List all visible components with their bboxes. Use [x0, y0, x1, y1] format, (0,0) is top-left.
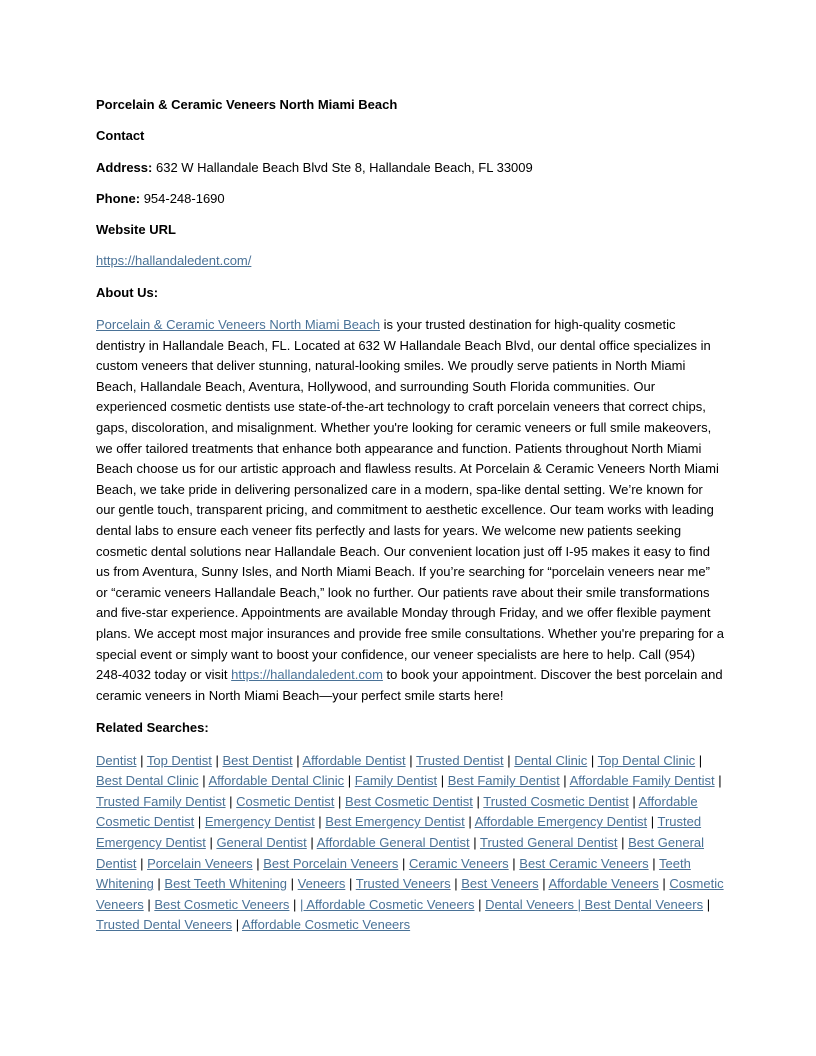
contact-heading: Contact	[96, 128, 145, 144]
related-search-separator: |	[398, 855, 409, 871]
related-search-separator: |	[136, 752, 147, 768]
related-search-separator: |	[205, 835, 217, 851]
related-search-separator: |	[153, 876, 165, 892]
related-search-link[interactable]: Trusted Emergency Dentist	[96, 814, 702, 851]
related-search-link[interactable]: Trusted Dental Veneers	[96, 917, 233, 933]
related-search-separator: |	[292, 752, 303, 768]
related-search-link[interactable]: Best Cosmetic Dentist	[345, 793, 473, 809]
related-search-link[interactable]: Top Dentist	[146, 752, 212, 768]
related-search-link[interactable]: General Dentist	[216, 835, 307, 851]
related-search-separator: |	[450, 876, 462, 892]
related-search-separator: |	[559, 773, 570, 789]
related-search-link[interactable]: Best Family Dentist	[447, 773, 560, 789]
related-search-separator: |	[508, 855, 520, 871]
related-search-link[interactable]: Trusted Cosmetic Dentist	[483, 793, 629, 809]
related-search-link[interactable]: Affordable Cosmetic Veneers	[241, 917, 411, 933]
related-search-separator: |	[703, 896, 711, 912]
related-search-separator: |	[345, 876, 356, 892]
related-search-separator: |	[647, 814, 658, 830]
related-search-link[interactable]: Teeth Whitening	[96, 855, 691, 892]
phone-label: Phone:	[96, 190, 141, 206]
related-search-link[interactable]: Best Teeth Whitening	[164, 876, 288, 892]
related-searches-list	[96, 751, 724, 936]
address-value: 632 W Hallandale Beach Blvd Ste 8, Hallandale Beach, FL 33009	[155, 159, 533, 175]
related-search-link[interactable]: Top Dental Clinic	[597, 752, 696, 768]
related-search-separator: |	[344, 773, 355, 789]
related-search-link[interactable]: Family Dentist	[354, 773, 438, 789]
related-search-link[interactable]: Affordable Family Dentist	[569, 773, 715, 789]
related-search-separator: |	[136, 855, 148, 871]
related-search-link[interactable]: Cosmetic Dentist	[236, 793, 335, 809]
about-heading: About Us:	[96, 284, 159, 300]
related-search-separator: |	[211, 752, 223, 768]
related-search-link[interactable]: Ceramic Veneers	[408, 855, 509, 871]
related-searches-heading: Related Searches:	[96, 720, 209, 736]
related-search-link[interactable]: Emergency Dentist	[204, 814, 315, 830]
related-search-separator: |	[287, 876, 298, 892]
related-search-link[interactable]: Trusted Veneers	[355, 876, 451, 892]
related-search-link[interactable]: Best Porcelain Veneers	[263, 855, 399, 871]
related-search-separator: |	[314, 814, 326, 830]
phone-value: 954-248-1690	[143, 190, 225, 206]
related-search-link[interactable]: Affordable Cosmetic Dentist	[96, 793, 698, 830]
related-search-separator: |	[617, 835, 629, 851]
related-search-link[interactable]: Dental Veneers | Best Dental Veneers	[485, 896, 704, 912]
related-search-link[interactable]: Affordable Dental Clinic	[208, 773, 345, 789]
related-search-link[interactable]: Affordable Emergency Dentist	[474, 814, 648, 830]
about-inline-url-link[interactable]: https://hallandaledent.com	[231, 667, 383, 683]
related-search-separator: |	[472, 793, 484, 809]
related-search-separator: |	[464, 814, 475, 830]
related-search-separator: |	[658, 876, 670, 892]
related-search-link[interactable]: Trusted General Dentist	[480, 835, 618, 851]
related-search-separator: |	[143, 896, 155, 912]
website-url-link[interactable]: https://hallandaledent.com/	[96, 253, 252, 269]
related-search-separator: |	[334, 793, 346, 809]
related-search-separator: |	[306, 835, 317, 851]
related-search-separator: |	[198, 773, 209, 789]
related-search-separator: |	[289, 896, 301, 912]
related-search-link[interactable]: Cosmetic Veneers	[96, 876, 724, 912]
related-search-link[interactable]: Trusted Dentist	[415, 752, 504, 768]
related-search-link[interactable]: Best Emergency Dentist	[325, 814, 465, 830]
about-business-link[interactable]: Porcelain & Ceramic Veneers North Miami Beach	[96, 317, 380, 333]
related-search-link[interactable]: Affordable Dentist	[302, 752, 406, 768]
related-search-link[interactable]: Best General Dentist	[96, 835, 705, 871]
related-search-separator: |	[648, 855, 659, 871]
related-search-separator: |	[225, 793, 237, 809]
related-search-separator: |	[469, 835, 480, 851]
related-search-link[interactable]: Best Veneers	[461, 876, 539, 892]
related-search-separator: |	[503, 752, 515, 768]
related-search-link[interactable]: Trusted Family Dentist	[96, 793, 226, 809]
related-search-link[interactable]: Porcelain Veneers	[147, 855, 253, 871]
about-text-1: is your trusted destination for high-quality cosmetic dentistry in Hallandale Beach, FL. Located at 632 W Hallandale Beach Blvd, our dental office specializes in custom veneers that deliver stunning, natural-looking smiles. We proudly serve patients in North Miami Beach, Hallandale Beach, Aventura, Hollywood, and surrounding South Florida communities. Our experienced cosmetic dentists use state-of-the-art technology to craft porcelain veneers that correct chips, gaps, discoloration, and misalignment. Whether you're looking for ceramic veneers or full smile makeovers, we offer tailored treatments that enhance both appearance and function. Patients throughout North Miami Beach choose us for our artistic approach and flawless results. At Porcelain & Ceramic Veneers North Miami Beach, we take pride in delivering personalized care in a modern, spa-like dental setting. We’re known for our gentle touch, transparent pricing, and commitment to aesthetic excellence. Our team works with leading dental labs to ensure each veneer fits perfectly and lasts for years. We welcome new patients seeking cosmetic dental solutions near Hallandale Beach. Our convenient location just off I-95 makes it easy to find us from Aventura, Sunny Isles, and North Miami Beach. If you’re searching for “porcelain veneers near me” or “ceramic veneers Hallandale Beach,” look no further. Our patients rave about their smile transformations and five-star experience. Appointments are available Monday through Friday, and we offer flexible payment plans. We accept most major insurances and provide free smile consultations. Whether you're preparing for a special event or simply want to boost your confidence, our veneer specialists are here to help. Call (954) 248-4032 today or visit	[96, 317, 724, 683]
related-search-separator: |	[405, 752, 416, 768]
website-url-line	[96, 252, 720, 270]
related-search-link[interactable]: | Affordable Cosmetic Veneers	[300, 896, 475, 912]
about-paragraph	[96, 315, 724, 706]
website-heading: Website URL	[96, 222, 176, 238]
related-search-separator: |	[628, 793, 639, 809]
related-search-link[interactable]: Veneers	[297, 876, 346, 892]
related-search-separator: |	[714, 773, 722, 789]
related-search-separator: |	[695, 752, 703, 768]
related-search-separator: |	[474, 896, 486, 912]
related-search-separator: |	[437, 773, 448, 789]
related-search-link[interactable]: Best Ceramic Veneers	[519, 855, 649, 871]
related-search-separator: |	[538, 876, 549, 892]
about-text-2: to book your appointment. Discover the best porcelain and ceramic veneers in North Miami Beach—your perfect smile starts here!	[96, 667, 723, 703]
related-search-separator: |	[587, 752, 598, 768]
related-search-link[interactable]: Dental Clinic	[514, 752, 588, 768]
page-title: Porcelain & Ceramic Veneers North Miami Beach	[96, 97, 398, 112]
related-search-separator: |	[252, 855, 264, 871]
related-search-link[interactable]: Best Dental Clinic	[96, 773, 199, 789]
address-label: Address:	[96, 159, 153, 175]
address-line	[96, 159, 720, 177]
related-search-separator: |	[232, 917, 242, 933]
phone-line	[96, 190, 720, 208]
related-search-link[interactable]: Best Cosmetic Veneers	[154, 896, 290, 912]
related-search-link[interactable]: Affordable General Dentist	[316, 835, 470, 851]
related-search-link[interactable]: Affordable Veneers	[548, 876, 659, 892]
related-search-link[interactable]: Dentist	[96, 752, 137, 768]
related-search-separator: |	[194, 814, 205, 830]
related-search-link[interactable]: Best Dentist	[222, 752, 293, 768]
